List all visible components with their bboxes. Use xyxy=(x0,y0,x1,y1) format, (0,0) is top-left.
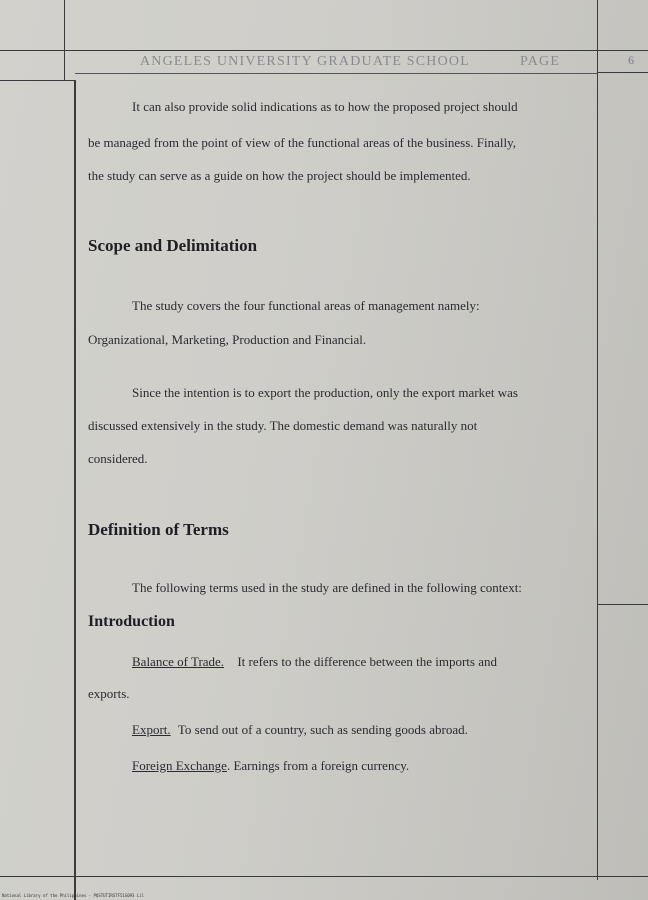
term-foreign-exchange xyxy=(132,758,409,774)
scope-p2-line-2: discussed extensively in the study. The domestic demand was naturally not xyxy=(88,418,478,433)
scan-footer-label: National Library of the Philippines · PQSTUTIRSTF51G093 Lil xyxy=(2,893,145,898)
term-label: Export. xyxy=(132,722,171,737)
intro-line-3: the study can serve as a guide on how the project should be implemented. xyxy=(88,168,471,183)
right-side-rule-mid xyxy=(597,604,648,605)
header-title: ANGELES UNIVERSITY GRADUATE SCHOOL xyxy=(140,54,470,69)
header-page-label: PAGE xyxy=(520,54,561,69)
scope-p1-line-2: Organizational, Marketing, Production and Financial. xyxy=(88,332,367,347)
right-margin-line xyxy=(597,0,598,880)
term-definition: . Earnings from a foreign currency. xyxy=(226,758,410,773)
intro-line-1: It can also provide solid indications as to how the proposed project should xyxy=(132,99,518,114)
introduction-heading: Introduction xyxy=(88,613,175,630)
term-export xyxy=(132,722,468,738)
header-bottom-rule xyxy=(75,73,597,74)
scope-p1-line-1: The study covers the four functional areas of management namely: xyxy=(132,298,480,313)
scope-p2-line-3: considered. xyxy=(88,451,148,466)
term-label: Foreign Exchange xyxy=(132,758,227,773)
term-balance-of-trade-cont: exports. xyxy=(88,686,130,701)
term-label: Balance of Trade. xyxy=(132,654,225,669)
right-side-rule-top xyxy=(597,72,648,73)
left-margin-line-lower xyxy=(74,80,76,900)
definition-heading: Definition of Terms xyxy=(88,520,229,539)
header-top-rule xyxy=(0,50,648,51)
definition-intro: The following terms used in the study are defined in the following context: xyxy=(132,580,522,595)
intro-line-2: be managed from the point of view of the functional areas of the business. Finally, xyxy=(88,135,517,150)
page-number: 6 xyxy=(628,53,634,67)
bottom-rule xyxy=(0,876,648,877)
term-balance-of-trade xyxy=(132,654,497,670)
scope-p2-line-1: Since the intention is to export the production, only the export market was xyxy=(132,385,518,400)
term-definition: It refers to the difference between the imports and xyxy=(237,654,497,669)
left-margin-line xyxy=(64,0,65,80)
left-side-rule xyxy=(0,80,75,81)
scope-heading: Scope and Delimitation xyxy=(88,236,258,255)
term-definition: To send out of a country, such as sending goods abroad. xyxy=(177,722,468,737)
